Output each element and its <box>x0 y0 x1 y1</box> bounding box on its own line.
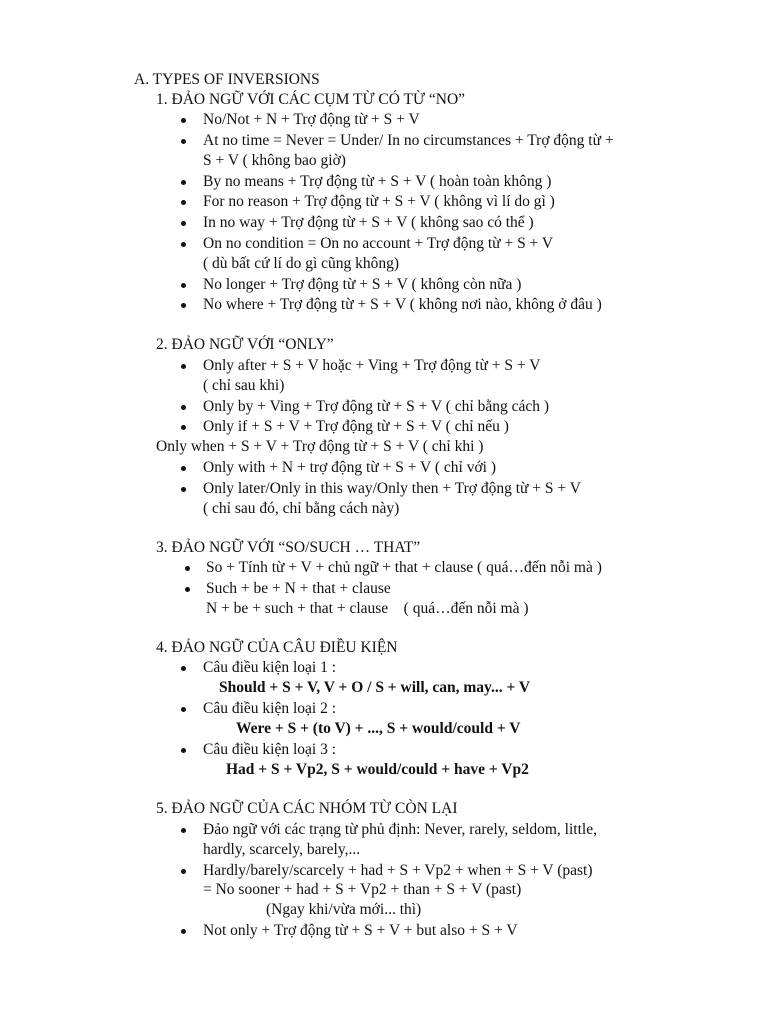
formula-type-2: Were + S + (to V) + ..., S + would/could + V <box>236 720 521 737</box>
bullet-icon <box>181 425 186 430</box>
section-4-heading: 4. ĐẢO NGỮ CỦA CÂU ĐIỀU KIỆN <box>156 639 398 656</box>
bullet-icon <box>185 587 190 592</box>
bullet-icon <box>181 221 186 226</box>
bullet-icon <box>181 869 186 874</box>
bullet-icon <box>181 364 186 369</box>
section-1-heading: 1. ĐẢO NGỮ VỚI CÁC CỤM TỪ CÓ TỪ “NO” <box>156 91 466 108</box>
list-item: By no means + Trợ động từ + S + V ( hoàn toàn không ) <box>203 173 552 190</box>
list-item-continuation: ( chỉ sau khi) <box>203 377 285 394</box>
list-item: Only with + N + trợ động từ + S + V ( chỉ với ) <box>203 459 496 476</box>
list-item: Câu điều kiện loại 1 : <box>203 659 337 676</box>
bullet-icon <box>181 242 186 247</box>
bullet-icon <box>181 929 186 934</box>
bullet-icon <box>181 707 186 712</box>
formula-type-1: Should + S + V, V + O / S + will, can, may... + V <box>219 679 531 696</box>
bullet-icon <box>181 828 186 833</box>
bullet-icon <box>181 139 186 144</box>
bullet-icon <box>185 566 190 571</box>
list-item: Đảo ngữ với các trạng từ phủ định: Never, rarely, seldom, little, <box>203 821 597 838</box>
list-item: So + Tính từ + V + chủ ngữ + that + clause ( quá…đến nỗi mà ) <box>206 559 602 576</box>
formula-type-3: Had + S + Vp2, S + would/could + have + Vp2 <box>226 761 529 778</box>
list-item: Only after + S + V hoặc + Ving + Trợ động từ + S + V <box>203 357 541 374</box>
section-5-heading: 5. ĐẢO NGỮ CỦA CÁC NHÓM TỪ CÒN LẠI <box>156 800 458 817</box>
section-3-heading: 3. ĐẢO NGỮ VỚI “SO/SUCH … THAT” <box>156 539 421 556</box>
list-item: No/Not + N + Trợ động từ + S + V <box>203 111 420 128</box>
list-item-continuation: N + be + such + that + clause ( quá…đến nỗi mà ) <box>206 600 529 617</box>
bullet-icon <box>181 200 186 205</box>
section-2-heading: 2. ĐẢO NGỮ VỚI “ONLY” <box>156 336 334 353</box>
list-item-continuation: = No sooner + had + S + Vp2 + than + S + V (past) <box>203 881 522 898</box>
list-item: Only if + S + V + Trợ động từ + S + V ( chỉ nếu ) <box>203 418 509 435</box>
list-item: Câu điều kiện loại 2 : <box>203 700 337 717</box>
list-item: Only by + Ving + Trợ động từ + S + V ( chỉ bằng cách ) <box>203 398 549 415</box>
bullet-icon <box>181 405 186 410</box>
list-item: No longer + Trợ động từ + S + V ( không còn nữa ) <box>203 276 522 293</box>
bullet-icon <box>181 666 186 671</box>
list-item-note: (Ngay khi/vừa mới... thì) <box>266 901 422 918</box>
list-item: Hardly/barely/scarcely + had + S + Vp2 + when + S + V (past) <box>203 862 593 879</box>
list-item: In no way + Trợ động từ + S + V ( không sao có thể ) <box>203 214 534 231</box>
bullet-icon <box>181 180 186 185</box>
list-item-continuation: hardly, scarcely, barely,... <box>203 841 361 858</box>
list-item: Not only + Trợ động từ + S + V + but also + S + V <box>203 922 518 939</box>
list-item: For no reason + Trợ động từ + S + V ( không vì lí do gì ) <box>203 193 555 210</box>
list-item: On no condition = On no account + Trợ động từ + S + V <box>203 235 554 252</box>
bullet-icon <box>181 748 186 753</box>
list-item: No where + Trợ động từ + S + V ( không nơi nào, không ở đâu ) <box>203 296 602 313</box>
plain-line: Only when + S + V + Trợ động từ + S + V ( chỉ khi ) <box>156 438 484 455</box>
list-item-continuation: ( dù bất cứ lí do gì cũng không) <box>203 255 400 272</box>
list-item: Such + be + N + that + clause <box>206 580 391 597</box>
list-item-continuation: S + V ( không bao giờ) <box>203 152 346 169</box>
list-item: At no time = Never = Under/ In no circumstances + Trợ động từ + <box>203 132 614 149</box>
bullet-icon <box>181 487 186 492</box>
bullet-icon <box>181 303 186 308</box>
bullet-icon <box>181 283 186 288</box>
list-item: Only later/Only in this way/Only then + Trợ động từ + S + V <box>203 480 581 497</box>
document-title: A. TYPES OF INVERSIONS <box>134 71 320 88</box>
list-item: Câu điều kiện loại 3 : <box>203 741 337 758</box>
bullet-icon <box>181 118 186 123</box>
bullet-icon <box>181 466 186 471</box>
list-item-continuation: ( chỉ sau đó, chỉ bằng cách này) <box>203 500 400 517</box>
